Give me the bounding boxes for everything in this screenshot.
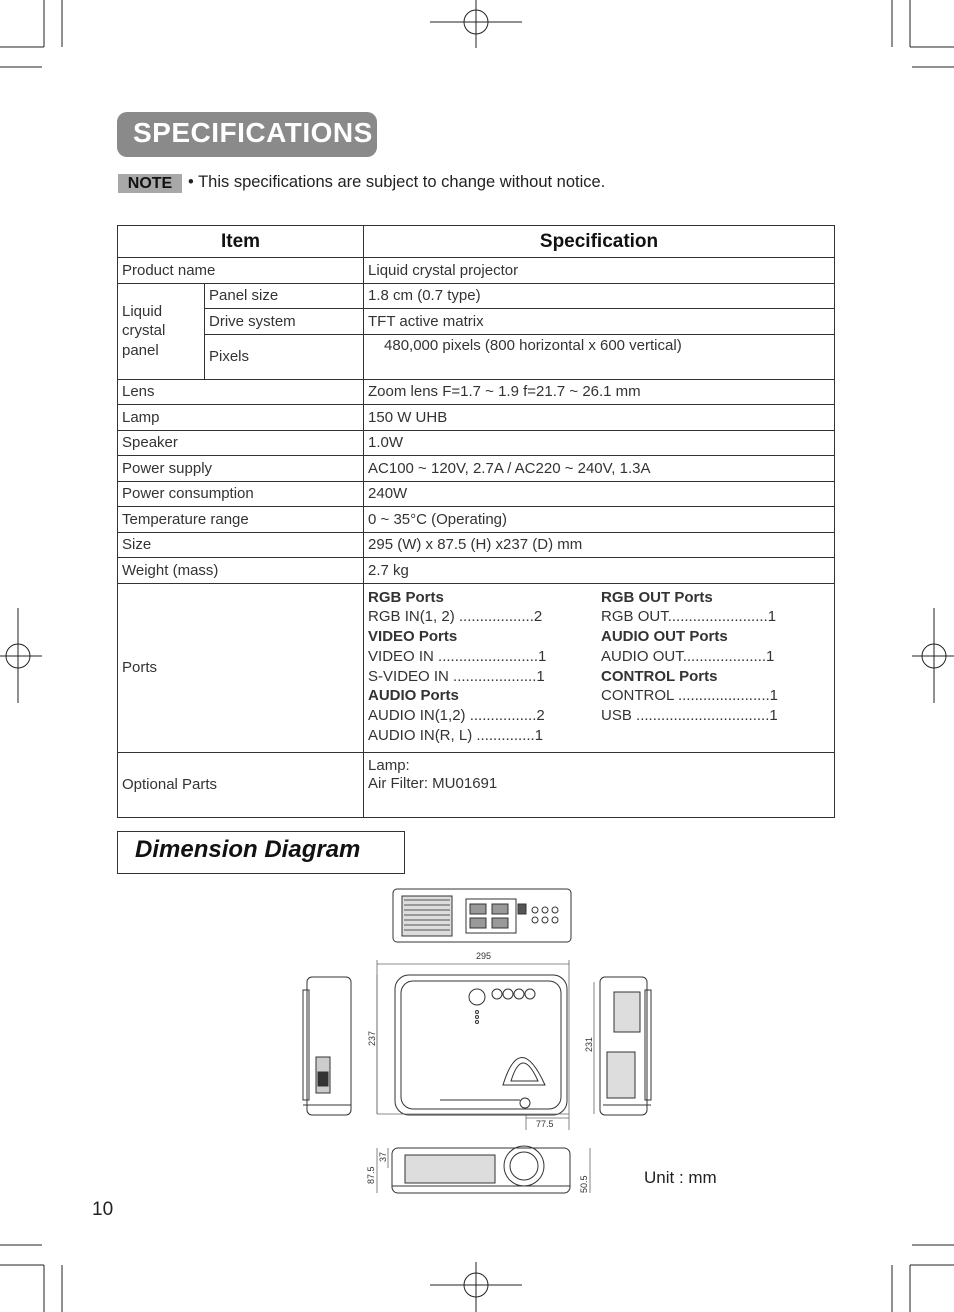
row-item: Ports [118, 583, 364, 752]
ports-entry: RGB OUT........................1 [601, 608, 777, 626]
ports-entry: AUDIO IN(1,2) ................2 [368, 707, 545, 725]
dim-lens-height-label: 50.5 [579, 1175, 589, 1193]
ports-group-heading: AUDIO Ports [368, 687, 459, 705]
ports-entry: AUDIO IN(R, L) ..............1 [368, 727, 544, 745]
optional-lamp: Lamp: [368, 756, 410, 774]
row-spec: 1.0W [364, 430, 835, 456]
ports-entry: USB ................................1 [601, 707, 778, 725]
row-item: Drive system [205, 309, 364, 335]
dim-depth-inner-label: 231 [584, 1036, 594, 1052]
row-item: Lamp [118, 405, 364, 431]
row-item: Weight (mass) [118, 558, 364, 584]
row-item: Pixels [205, 334, 364, 379]
dim-height-label: 87.5 [366, 1166, 376, 1184]
row-spec: 240W [364, 481, 835, 507]
lcd-label-line: crystal [122, 322, 166, 340]
row-item: Power supply [118, 456, 364, 482]
optional-filter: Air Filter: MU01691 [368, 775, 498, 793]
lcd-label-line: Liquid [122, 302, 163, 320]
ports-entry: CONTROL ......................1 [601, 687, 778, 705]
col-header-item: Item [118, 226, 364, 258]
row-spec: 1.8 cm (0.7 type) [364, 283, 835, 309]
note-text: • This specifications are subject to change without notice. [188, 173, 606, 191]
ports-entry: VIDEO IN ........................1 [368, 647, 547, 665]
ports-group-heading: AUDIO OUT Ports [601, 628, 728, 646]
ports-group-heading: RGB OUT Ports [601, 588, 713, 606]
ports-group-heading: CONTROL Ports [601, 667, 718, 685]
row-spec: 480,000 pixels (800 horizontal x 600 vertical) [364, 334, 835, 379]
row-item: Power consumption [118, 481, 364, 507]
row-spec: 295 (W) x 87.5 (H) x237 (D) mm [364, 532, 835, 558]
row-spec: 0 ~ 35°C (Operating) [364, 507, 835, 533]
row-item: Panel size [205, 283, 364, 309]
ports-entry: AUDIO OUT....................1 [601, 647, 775, 665]
row-spec: Zoom lens F=1.7 ~ 1.9 f=21.7 ~ 26.1 mm [364, 379, 835, 405]
row-item: Speaker [118, 430, 364, 456]
dim-width-label: 295 [476, 951, 492, 961]
dimension-title: Dimension Diagram [135, 836, 361, 863]
projector-top-view [395, 975, 567, 1115]
ports-entry: S-VIDEO IN ....................1 [368, 667, 545, 685]
row-item: Product name [118, 258, 364, 284]
row-item: Size [118, 532, 364, 558]
dim-lens-offset-label: 77.5 [536, 1119, 554, 1129]
row-spec: 150 W UHB [364, 405, 835, 431]
note-badge: NOTE [118, 174, 182, 193]
projector-rear-view [393, 889, 571, 942]
projector-right-view [600, 977, 651, 1115]
dim-depth-label: 237 [367, 1030, 377, 1046]
row-item: Lens [118, 379, 364, 405]
row-spec: AC100 ~ 120V, 2.7A / AC220 ~ 240V, 1.3A [364, 456, 835, 482]
unit-label: Unit : mm [644, 1168, 717, 1187]
ports-entry: RGB IN(1, 2) ..................2 [368, 608, 543, 626]
row-item: Temperature range [118, 507, 364, 533]
col-header-spec: Specification [364, 226, 835, 258]
dim-height-inner-label: 37 [378, 1151, 388, 1162]
row-spec: 2.7 kg [364, 558, 835, 584]
row-spec: TFT active matrix [364, 309, 835, 335]
projector-front-view [392, 1146, 570, 1193]
projector-left-view [303, 977, 351, 1115]
row-spec: Liquid crystal projector [364, 258, 835, 284]
row-item: Optional Parts [118, 752, 364, 817]
lcd-label-line: panel [122, 341, 159, 359]
page-title: SPECIFICATIONS [133, 117, 373, 148]
page-number: 10 [92, 1199, 114, 1220]
ports-group-heading: VIDEO Ports [368, 628, 458, 646]
ports-group-heading: RGB Ports [368, 588, 444, 606]
